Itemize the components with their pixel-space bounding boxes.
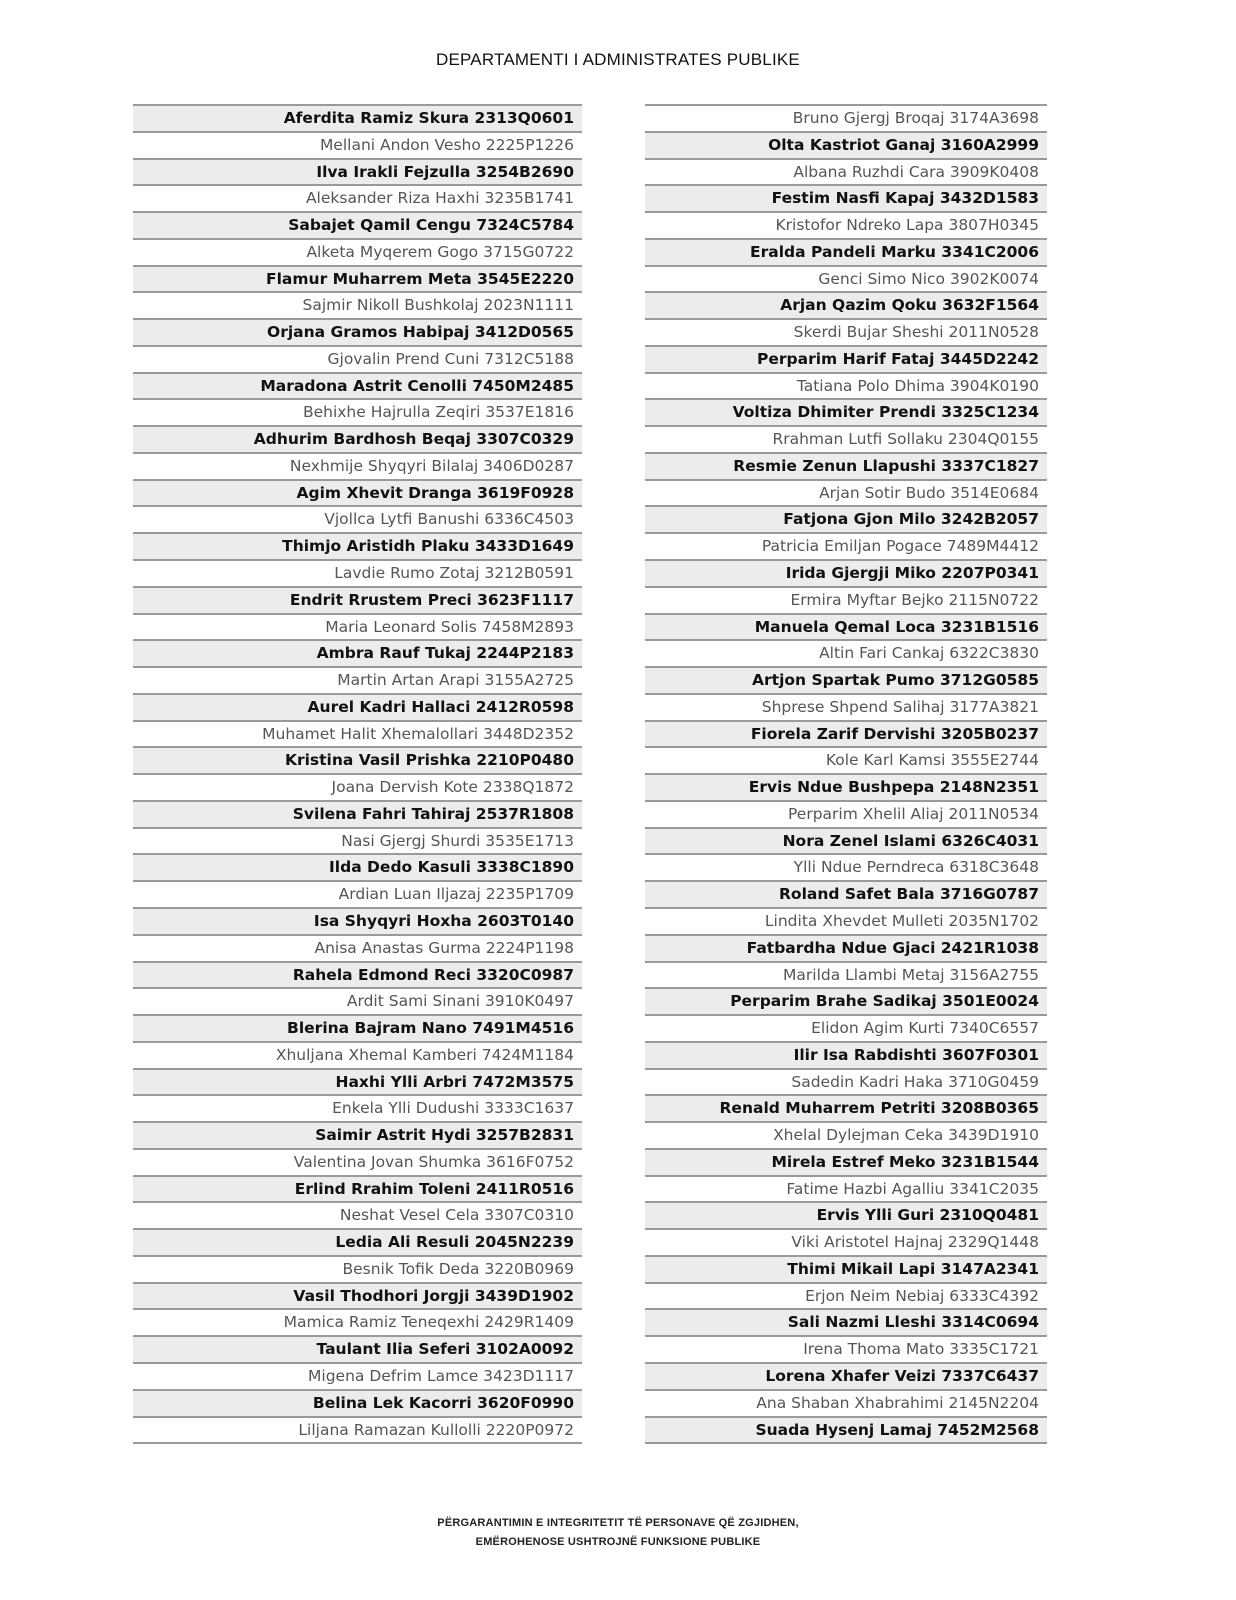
- list-row: Fatbardha Ndue Gjaci 2421R1038: [645, 934, 1047, 961]
- list-row: Nexhmije Shyqyri Bilalaj 3406D0287: [133, 452, 582, 479]
- list-row: Sali Nazmi Lleshi 3314C0694: [645, 1308, 1047, 1335]
- list-row: Resmie Zenun Llapushi 3337C1827: [645, 452, 1047, 479]
- list-row: Rahela Edmond Reci 3320C0987: [133, 961, 582, 988]
- list-row: Valentina Jovan Shumka 3616F0752: [133, 1148, 582, 1175]
- list-row: Belina Lek Kacorri 3620F0990: [133, 1389, 582, 1416]
- list-row: Mirela Estref Meko 3231B1544: [645, 1148, 1047, 1175]
- footer-line-2: EMËROHENOSE USHTROJNË FUNKSIONE PUBLIKE: [475, 1536, 761, 1548]
- list-row: Gjovalin Prend Cuni 7312C5188: [133, 345, 582, 372]
- list-row: Lorena Xhafer Veizi 7337C6437: [645, 1362, 1047, 1389]
- list-row: Roland Safet Bala 3716G0787: [645, 880, 1047, 907]
- list-row: Agim Xhevit Dranga 3619F0928: [133, 479, 582, 506]
- list-row: Muhamet Halit Xhemalollari 3448D2352: [133, 720, 582, 747]
- list-row: Thimi Mikail Lapi 3147A2341: [645, 1255, 1047, 1282]
- list-row: Blerina Bajram Nano 7491M4516: [133, 1014, 582, 1041]
- list-row: Kristofor Ndreko Lapa 3807H0345: [645, 211, 1047, 238]
- list-row: Fatime Hazbi Agalliu 3341C2035: [645, 1175, 1047, 1202]
- list-row: Isa Shyqyri Hoxha 2603T0140: [133, 907, 582, 934]
- list-row: Svilena Fahri Tahiraj 2537R1808: [133, 800, 582, 827]
- list-row: Aleksander Riza Haxhi 3235B1741: [133, 184, 582, 211]
- list-row: Besnik Tofik Deda 3220B0969: [133, 1255, 582, 1282]
- list-row: Ambra Rauf Tukaj 2244P2183: [133, 639, 582, 666]
- list-row: Neshat Vesel Cela 3307C0310: [133, 1201, 582, 1228]
- list-row: Ilva Irakli Fejzulla 3254B2690: [133, 158, 582, 185]
- list-row: Marilda Llambi Metaj 3156A2755: [645, 961, 1047, 988]
- list-row: Irena Thoma Mato 3335C1721: [645, 1335, 1047, 1362]
- list-row: Tatiana Polo Dhima 3904K0190: [645, 372, 1047, 399]
- list-row: Sabajet Qamil Cengu 7324C5784: [133, 211, 582, 238]
- list-row: Ardian Luan Iljazaj 2235P1709: [133, 880, 582, 907]
- list-row: Arjan Sotir Budo 3514E0684: [645, 479, 1047, 506]
- list-row: Kole Karl Kamsi 3555E2744: [645, 746, 1047, 773]
- list-row: Perparim Brahe Sadikaj 3501E0024: [645, 987, 1047, 1014]
- list-row: Sajmir Nikoll Bushkolaj 2023N1111: [133, 291, 582, 318]
- list-row: Perparim Harif Fataj 3445D2242: [645, 345, 1047, 372]
- list-row: Liljana Ramazan Kullolli 2220P0972: [133, 1416, 582, 1443]
- list-row: Maradona Astrit Cenolli 7450M2485: [133, 372, 582, 399]
- list-row: Behixhe Hajrulla Zeqiri 3537E1816: [133, 398, 582, 425]
- list-row: Orjana Gramos Habipaj 3412D0565: [133, 318, 582, 345]
- list-row: Arjan Qazim Qoku 3632F1564: [645, 291, 1047, 318]
- list-row: Adhurim Bardhosh Beqaj 3307C0329: [133, 425, 582, 452]
- list-row: Erjon Neim Nebiaj 6333C4392: [645, 1282, 1047, 1309]
- list-row: Shprese Shpend Salihaj 3177A3821: [645, 693, 1047, 720]
- list-row: Mamica Ramiz Teneqexhi 2429R1409: [133, 1308, 582, 1335]
- page-title: DEPARTAMENTI I ADMINISTRATES PUBLIKE: [436, 50, 800, 69]
- list-row: Mellani Andon Vesho 2225P1226: [133, 131, 582, 158]
- list-row: Artjon Spartak Pumo 3712G0585: [645, 666, 1047, 693]
- list-row: Saimir Astrit Hydi 3257B2831: [133, 1121, 582, 1148]
- list-row: Erlind Rrahim Toleni 2411R0516: [133, 1175, 582, 1202]
- list-row: Xhelal Dylejman Ceka 3439D1910: [645, 1121, 1047, 1148]
- list-row: Vjollca Lytfi Banushi 6336C4503: [133, 505, 582, 532]
- list-row: Suada Hysenj Lamaj 7452M2568: [645, 1416, 1047, 1443]
- list-row: Flamur Muharrem Meta 3545E2220: [133, 265, 582, 292]
- list-row: Viki Aristotel Hajnaj 2329Q1448: [645, 1228, 1047, 1255]
- footer-line-1: PËRGARANTIMIN E INTEGRITETIT TË PERSONAVE QË ZGJIDHEN,: [437, 1517, 799, 1529]
- list-row: Nora Zenel Islami 6326C4031: [645, 827, 1047, 854]
- list-row: Thimjo Aristidh Plaku 3433D1649: [133, 532, 582, 559]
- list-row: Ilda Dedo Kasuli 3338C1890: [133, 853, 582, 880]
- list-row: Voltiza Dhimiter Prendi 3325C1234: [645, 398, 1047, 425]
- list-row: Martin Artan Arapi 3155A2725: [133, 666, 582, 693]
- list-row: Renald Muharrem Petriti 3208B0365: [645, 1094, 1047, 1121]
- list-row: Ardit Sami Sinani 3910K0497: [133, 987, 582, 1014]
- list-row: Alketa Myqerem Gogo 3715G0722: [133, 238, 582, 265]
- list-row: Taulant Ilia Seferi 3102A0092: [133, 1335, 582, 1362]
- list-row: Lindita Xhevdet Mulleti 2035N1702: [645, 907, 1047, 934]
- list-row: Migena Defrim Lamce 3423D1117: [133, 1362, 582, 1389]
- list-row: Ledia Ali Resuli 2045N2239: [133, 1228, 582, 1255]
- list-row: Xhuljana Xhemal Kamberi 7424M1184: [133, 1041, 582, 1068]
- list-row: Ana Shaban Xhabrahimi 2145N2204: [645, 1389, 1047, 1416]
- list-row: Bruno Gjergj Broqaj 3174A3698: [645, 104, 1047, 131]
- list-row: Fatjona Gjon Milo 3242B2057: [645, 505, 1047, 532]
- list-row: Maria Leonard Solis 7458M2893: [133, 613, 582, 640]
- list-row: Albana Ruzhdi Cara 3909K0408: [645, 158, 1047, 185]
- list-row: Endrit Rrustem Preci 3623F1117: [133, 586, 582, 613]
- right-name-list: [645, 104, 1047, 1444]
- list-row: Kristina Vasil Prishka 2210P0480: [133, 746, 582, 773]
- list-row: Lavdie Rumo Zotaj 3212B0591: [133, 559, 582, 586]
- list-row: Genci Simo Nico 3902K0074: [645, 265, 1047, 292]
- list-row: Aurel Kadri Hallaci 2412R0598: [133, 693, 582, 720]
- list-row: Ylli Ndue Perndreca 6318C3648: [645, 853, 1047, 880]
- list-row: Joana Dervish Kote 2338Q1872: [133, 773, 582, 800]
- list-row: Ervis Ylli Guri 2310Q0481: [645, 1201, 1047, 1228]
- list-row: Sadedin Kadri Haka 3710G0459: [645, 1068, 1047, 1095]
- list-row: Aferdita Ramiz Skura 2313Q0601: [133, 104, 582, 131]
- list-row: Manuela Qemal Loca 3231B1516: [645, 613, 1047, 640]
- list-row: Perparim Xhelil Aliaj 2011N0534: [645, 800, 1047, 827]
- list-bottom-rule: [645, 1442, 1047, 1444]
- list-row: Ermira Myftar Bejko 2115N0722: [645, 586, 1047, 613]
- list-row: Ervis Ndue Bushpepa 2148N2351: [645, 773, 1047, 800]
- left-name-list: [133, 104, 582, 1444]
- list-row: Haxhi Ylli Arbri 7472M3575: [133, 1068, 582, 1095]
- list-row: Skerdi Bujar Sheshi 2011N0528: [645, 318, 1047, 345]
- list-row: Vasil Thodhori Jorgji 3439D1902: [133, 1282, 582, 1309]
- list-row: Fiorela Zarif Dervishi 3205B0237: [645, 720, 1047, 747]
- list-bottom-rule: [133, 1442, 582, 1444]
- list-row: Olta Kastriot Ganaj 3160A2999: [645, 131, 1047, 158]
- list-row: Ilir Isa Rabdishti 3607F0301: [645, 1041, 1047, 1068]
- list-row: Irida Gjergji Miko 2207P0341: [645, 559, 1047, 586]
- list-row: Elidon Agim Kurti 7340C6557: [645, 1014, 1047, 1041]
- list-row: Anisa Anastas Gurma 2224P1198: [133, 934, 582, 961]
- list-row: Enkela Ylli Dudushi 3333C1637: [133, 1094, 582, 1121]
- list-row: Rrahman Lutfi Sollaku 2304Q0155: [645, 425, 1047, 452]
- list-row: Altin Fari Cankaj 6322C3830: [645, 639, 1047, 666]
- list-row: Patricia Emiljan Pogace 7489M4412: [645, 532, 1047, 559]
- list-row: Eralda Pandeli Marku 3341C2006: [645, 238, 1047, 265]
- list-row: Festim Nasfi Kapaj 3432D1583: [645, 184, 1047, 211]
- list-row: Nasi Gjergj Shurdi 3535E1713: [133, 827, 582, 854]
